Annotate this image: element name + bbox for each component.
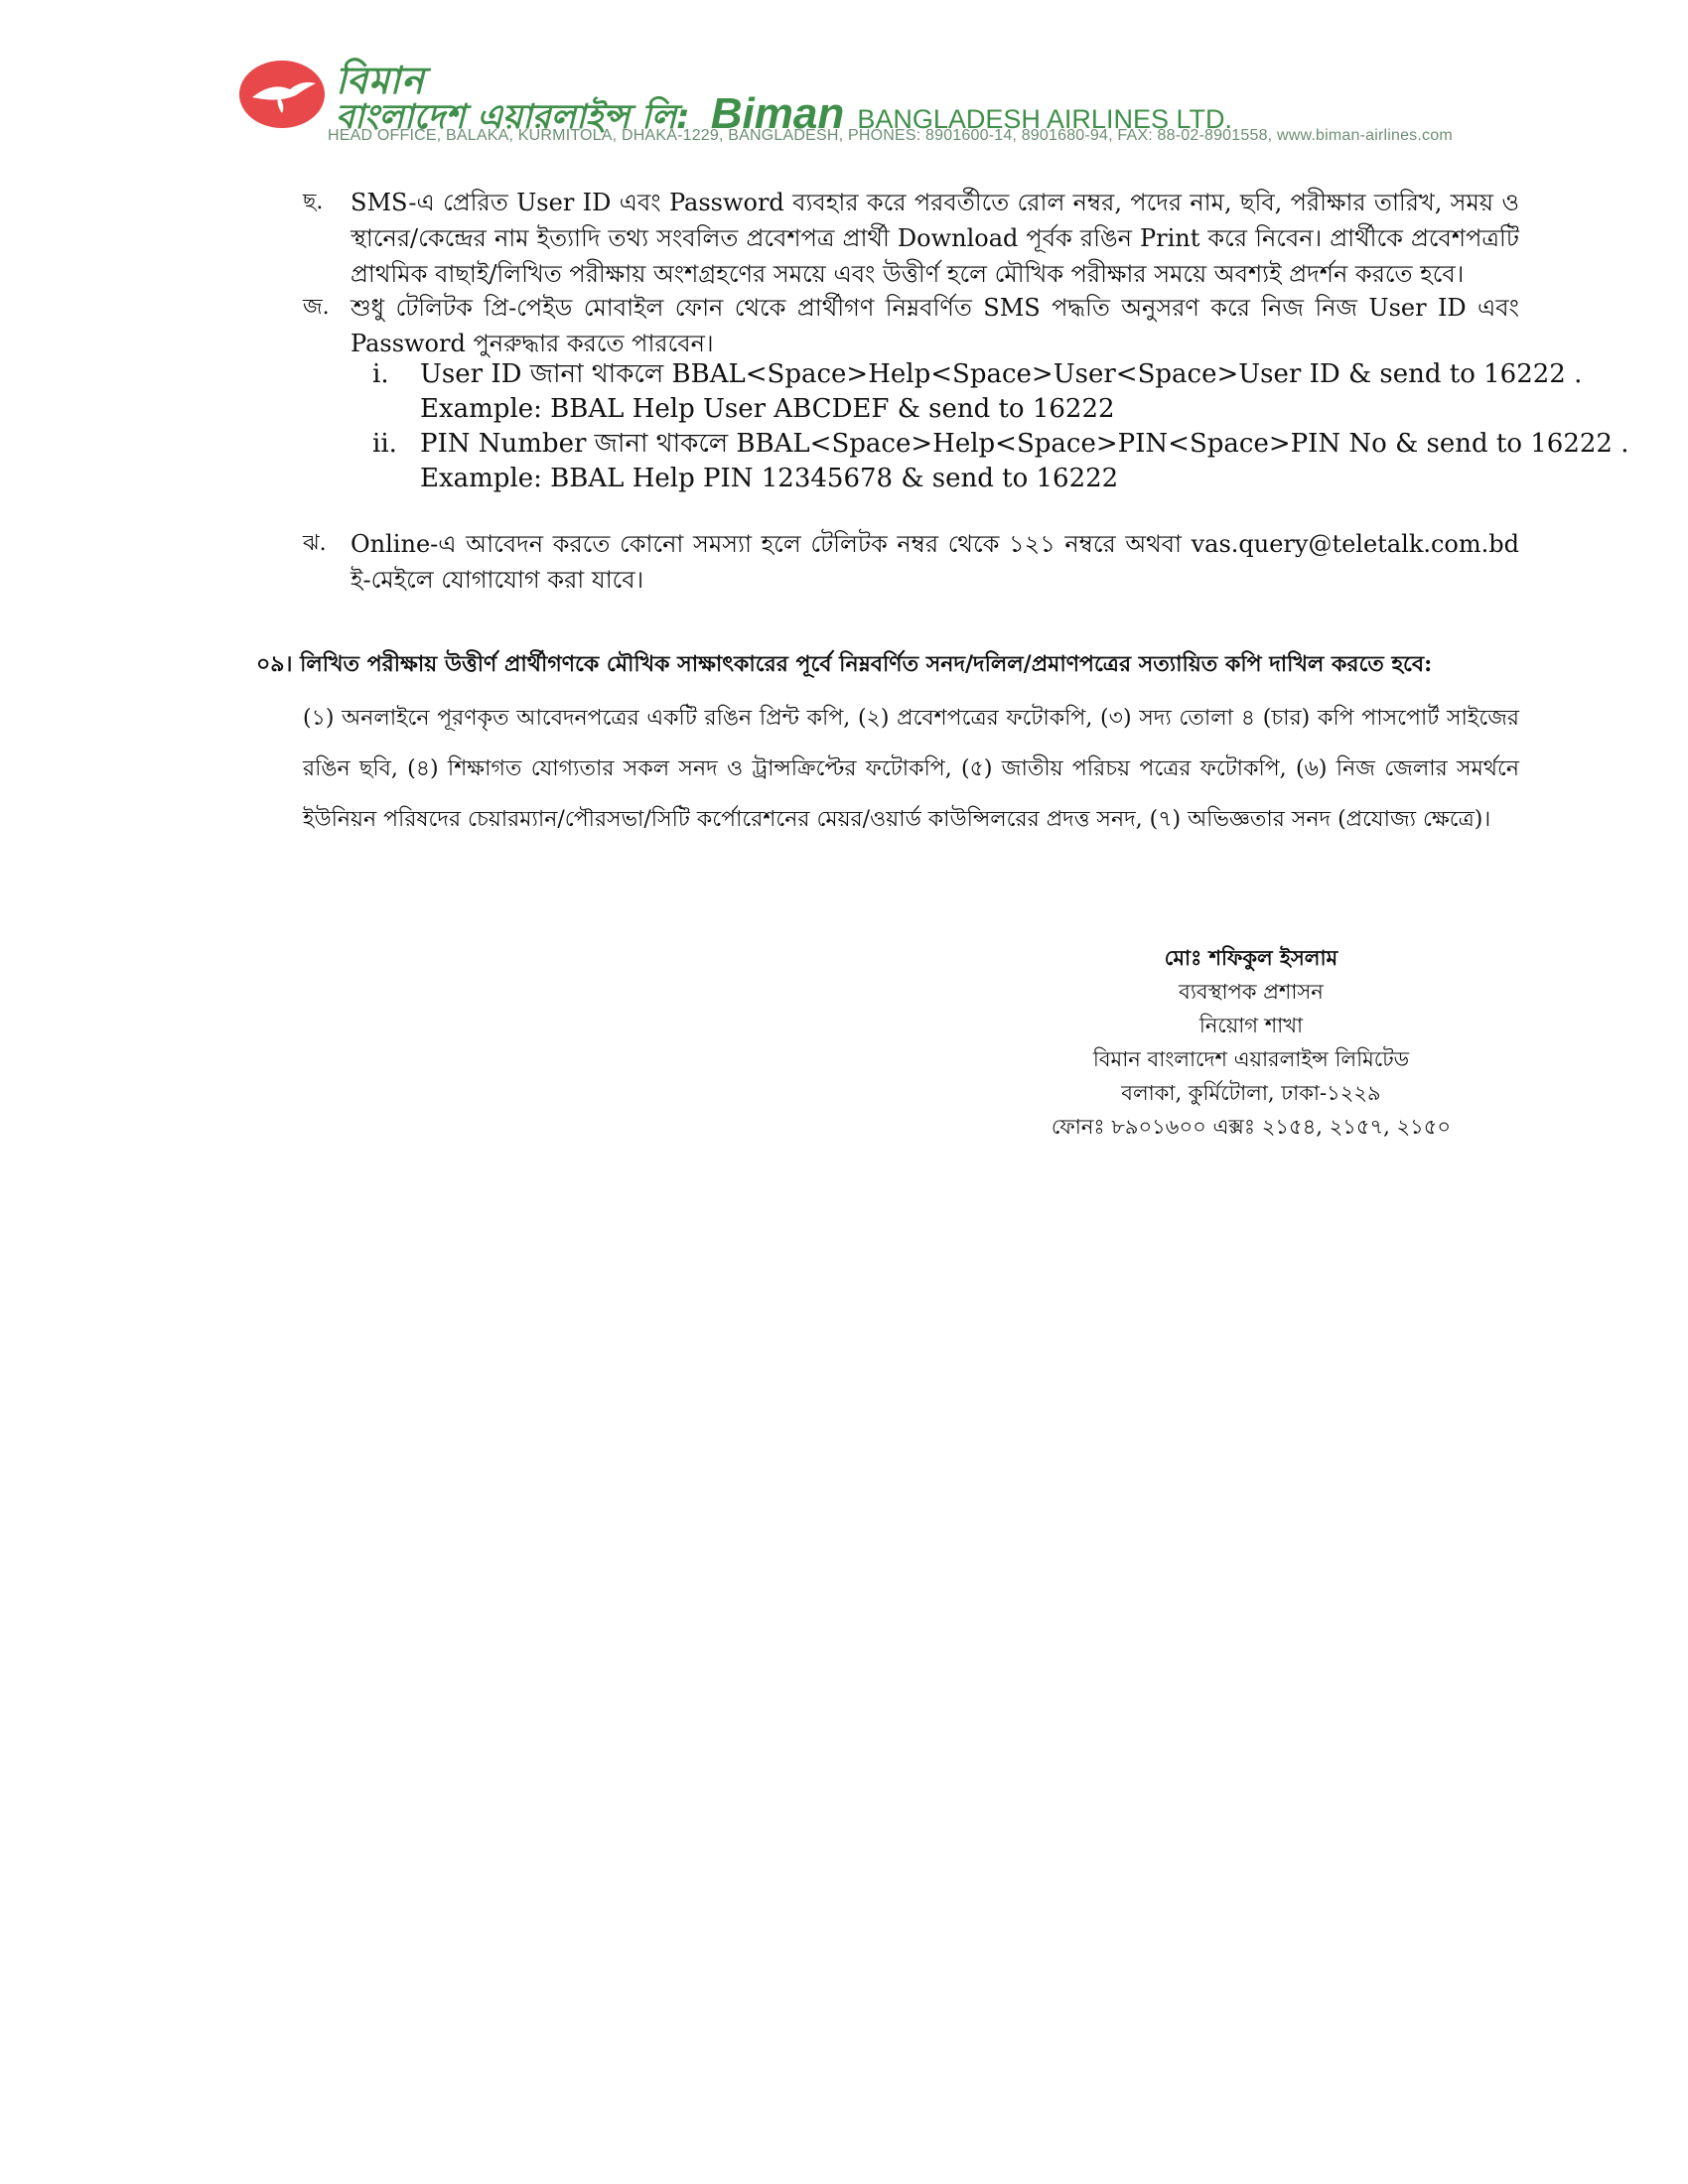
- required-documents: (১) অনলাইনে পূরণকৃত আবেদনপত্রের একটি রঙিন প্রিন্ট কপি, (২) প্রবেশপত্রের ফটোকপি, (৩) সদ্য তোলা ৪ (চার) কপি পাসপোর্ট সাইজের রঙিন ছবি, (৪) শিক্ষাগত যোগ্যতার সকল সনদ ও ট্রান্সক্রিপ্টের ফটোকপি, (৫) জাতীয় পরিচয় পত্রের ফটোকপি, (৬) নিজ জেলার সমর্থনে ইউনিয়ন পরিষদের চেয়ারম্যান/পৌরসভা/সিটি কর্পোরেশনের মেয়র/ওয়ার্ড কাউন্সিলরের প্রদত্ত সনদ, (৭) অভিজ্ঞতার সনদ (প্রযোজ্য ক্ষেত্রে)।: [303, 706, 1519, 832]
- signatory-organization: বিমান বাংলাদেশ এয়ারলাইন্স লিমিটেড: [1092, 1047, 1410, 1071]
- sub-item-number: i.: [372, 359, 389, 389]
- sub-item-line: PIN Number জানা থাকলে BBAL<Space>Help<Space>PIN<Space>PIN No & send to 16222 .: [420, 429, 1629, 459]
- sub-item-line: User ID জানা থাকলে BBAL<Space>Help<Space>User<Space>User ID & send to 16222 .: [420, 359, 1583, 389]
- list-item: [303, 185, 1519, 294]
- brand-english-suffix: BANGLADESH AIRLINES LTD.: [857, 104, 1232, 134]
- signatory-department: নিয়োগ শাখা: [1198, 1014, 1304, 1037]
- signatory-designation: ব্যবস্থাপক প্রশাসন: [1179, 980, 1324, 1004]
- brand-english: Biman: [710, 89, 845, 138]
- list-item: [303, 526, 1519, 598]
- sub-item-example: Example: BBAL Help PIN 12345678 & send to 16222: [420, 464, 1119, 493]
- signatory-phone: ফোনঃ ৮৯০১৬০০ এক্সঃ ২১৫৪, ২১৫৭, ২১৫০: [1051, 1115, 1452, 1139]
- item-marker: জ.: [303, 295, 330, 320]
- biman-logo-icon: [238, 60, 326, 129]
- sub-list-item: [372, 427, 1629, 496]
- item-marker: ছ.: [303, 190, 324, 214]
- list-item: [303, 290, 1519, 361]
- signatory-address: বলাকা, কুর্মিটোলা, ঢাকা-১২২৯: [1121, 1081, 1381, 1105]
- signatory-name: মোঃ শফিকুল ইসলাম: [1164, 945, 1338, 970]
- item-text: SMS-এ প্রেরিত User ID এবং Password ব্যবহার করে পরবর্তীতে রোল নম্বর, পদের নাম, ছবি, পরীক্ষার তারিখ, সময় ও স্থানের/কেন্দ্রের নাম ইত্যাদি তথ্য সংবলিত প্রবেশপত্র প্রার্থী Download পূর্বক রঙিন Print করে নিবেন। প্রার্থীকে প্রবেশপত্রটি প্রাথমিক বাছাই/লিখিত পরীক্ষায় অংশগ্রহণের সময়ে এবং উত্তীর্ণ হলে মৌখিক পরীক্ষার সময়ে অবশ্যই প্রদর্শন করতে হবে।: [351, 189, 1519, 288]
- item-marker: ঝ.: [303, 531, 327, 556]
- letterhead-address: HEAD OFFICE, BALAKA, KURMITOLA, DHAKA-1229, BANGLADESH, PHONES: 8901600-14, 8901680-94, FAX: 88-02-8901558, www.biman-airlines.com: [328, 127, 1453, 144]
- signature-block: [1003, 941, 1499, 1144]
- item-text: শুধু টেলিটক প্রি-পেইড মোবাইল ফোন থেকে প্রার্থীগণ নিম্নবর্ণিত SMS পদ্ধতি অনুসরণ করে নিজ নিজ User ID এবং Password পুনরুদ্ধার করতে পারবেন।: [351, 294, 1519, 357]
- sub-item-number: ii.: [372, 429, 397, 459]
- item-text: Online-এ আবেদন করতে কোনো সমস্যা হলে টেলিটক নম্বর থেকে ১২১ নম্বরে অথবা vas.query@teletalk.com.bd ই-মেইলে যোগাযোগ করা যাবে।: [351, 530, 1519, 594]
- section-heading: ০৯। লিখিত পরীক্ষায় উত্তীর্ণ প্রার্থীগণকে মৌখিক সাক্ষাৎকারের পূর্বে নিম্নবর্ণিত সনদ/দলিল/প্রমাণপত্রের সত্যায়িত কপি দাখিল করতে হবে:: [256, 651, 1433, 677]
- brand-bengali-line2: বাংলাদেশ এয়ারলাইন্স লি:: [336, 97, 690, 137]
- letterhead: [228, 52, 1519, 151]
- brand-bengali-line1: বিমান: [336, 59, 425, 102]
- sub-list-item: [372, 357, 1583, 427]
- sub-item-example: Example: BBAL Help User ABCDEF & send to 16222: [420, 394, 1115, 424]
